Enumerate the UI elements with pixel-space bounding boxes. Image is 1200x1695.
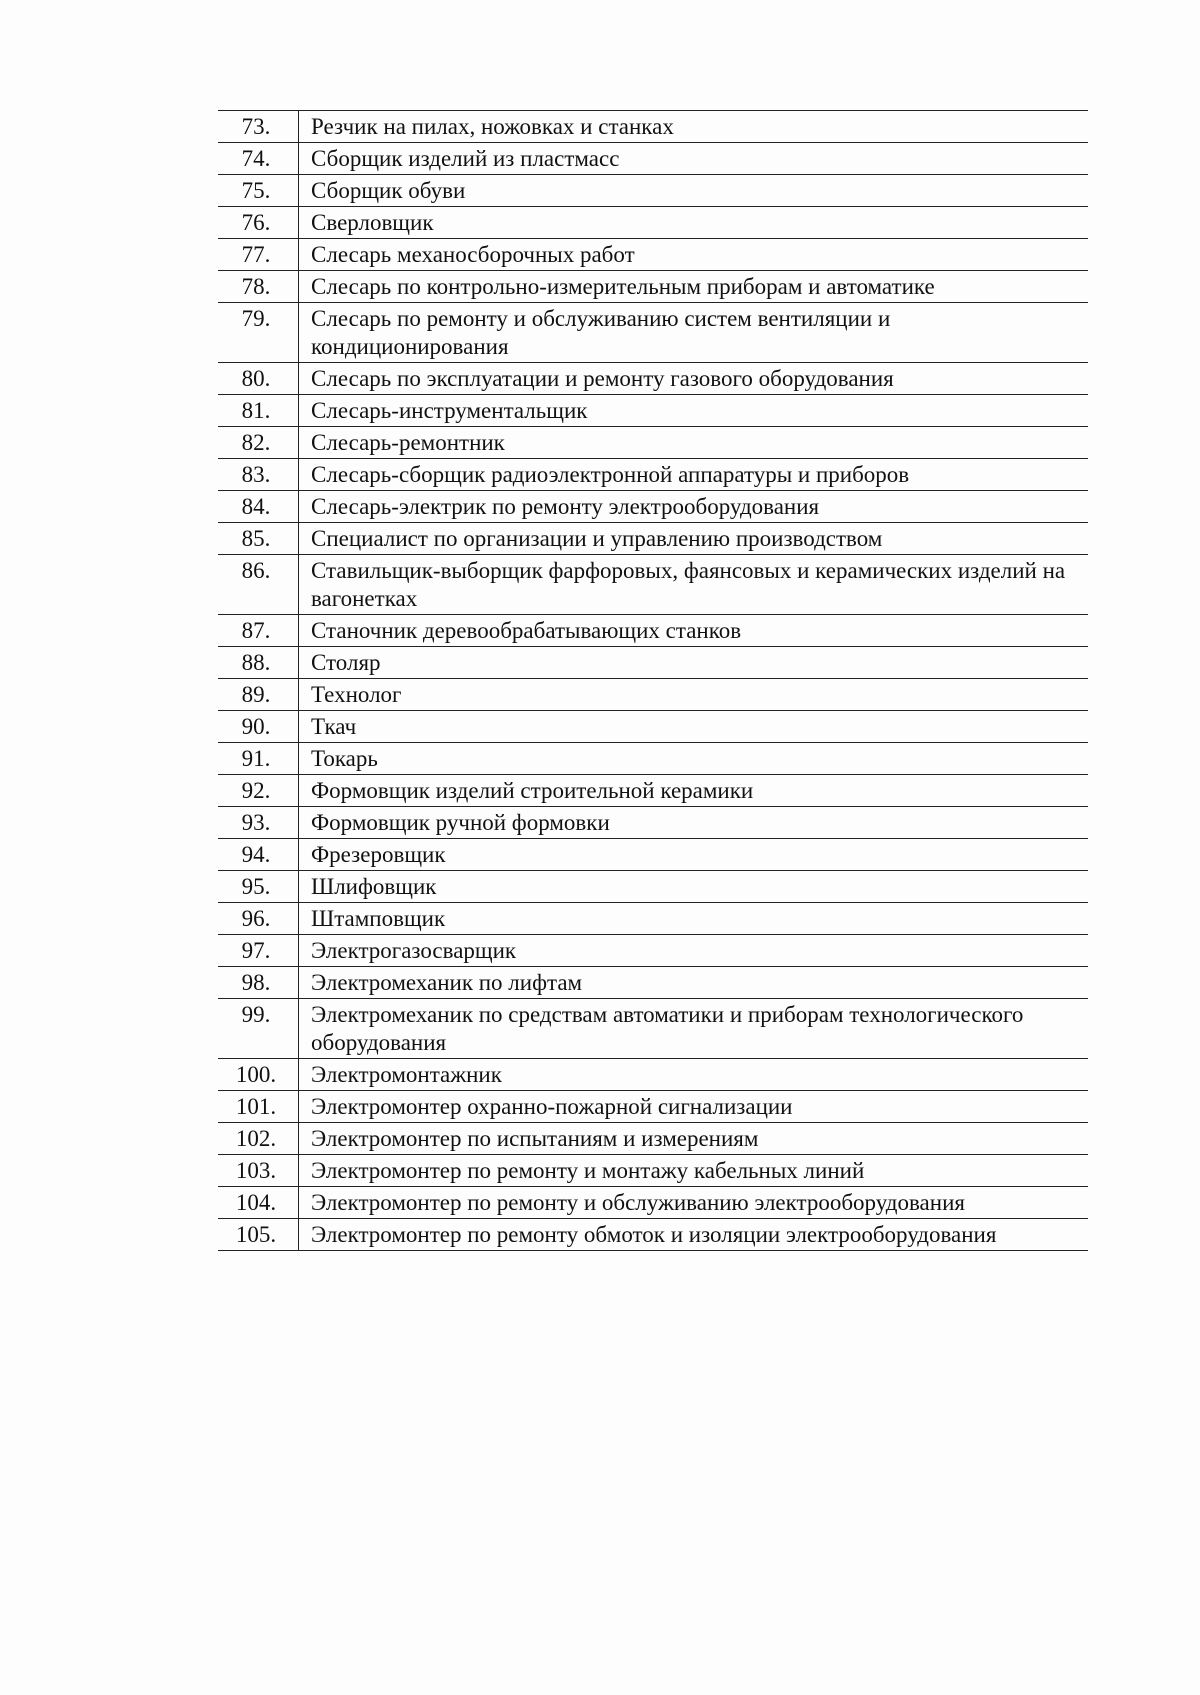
row-number: 99. (218, 999, 299, 1059)
table-row (218, 1123, 1088, 1155)
profession-name: Станочник деревообрабатывающих станков (299, 615, 1089, 647)
row-number: 101. (218, 1091, 299, 1123)
profession-name: Специалист по организации и управлению производством (299, 523, 1089, 555)
profession-name: Сборщик изделий из пластмасс (299, 143, 1089, 175)
table-row (218, 935, 1088, 967)
profession-name: Фрезеровщик (299, 839, 1089, 871)
profession-name: Технолог (299, 679, 1089, 711)
profession-name: Слесарь по ремонту и обслуживанию систем вентиляции и кондиционирования (299, 303, 1089, 363)
row-number: 76. (218, 207, 299, 239)
table-row (218, 207, 1088, 239)
table-row (218, 775, 1088, 807)
table-row (218, 807, 1088, 839)
table-row (218, 903, 1088, 935)
row-number: 97. (218, 935, 299, 967)
row-number: 86. (218, 555, 299, 615)
table-row (218, 1091, 1088, 1123)
row-number: 91. (218, 743, 299, 775)
table-row (218, 523, 1088, 555)
profession-name: Электромеханик по средствам автоматики и приборам технологического оборудования (299, 999, 1089, 1059)
profession-name: Электромонтер охранно-пожарной сигнализации (299, 1091, 1089, 1123)
row-number: 82. (218, 427, 299, 459)
table-row (218, 839, 1088, 871)
table-row (218, 363, 1088, 395)
table-row (218, 111, 1088, 143)
table-row (218, 555, 1088, 615)
row-number: 102. (218, 1123, 299, 1155)
row-number: 93. (218, 807, 299, 839)
table-row (218, 615, 1088, 647)
profession-name: Электромеханик по лифтам (299, 967, 1089, 999)
table-row (218, 175, 1088, 207)
profession-name: Электрогазосварщик (299, 935, 1089, 967)
row-number: 75. (218, 175, 299, 207)
table-row (218, 1059, 1088, 1091)
table-row (218, 679, 1088, 711)
profession-name: Слесарь по эксплуатации и ремонту газового оборудования (299, 363, 1089, 395)
profession-name: Формовщик ручной формовки (299, 807, 1089, 839)
table-row (218, 647, 1088, 679)
profession-name: Ткач (299, 711, 1089, 743)
row-number: 85. (218, 523, 299, 555)
row-number: 77. (218, 239, 299, 271)
profession-name: Сверловщик (299, 207, 1089, 239)
profession-name: Слесарь-ремонтник (299, 427, 1089, 459)
table-row (218, 743, 1088, 775)
table-row (218, 395, 1088, 427)
profession-name: Слесарь-инструментальщик (299, 395, 1089, 427)
row-number: 81. (218, 395, 299, 427)
table-row (218, 967, 1088, 999)
row-number: 88. (218, 647, 299, 679)
table-row (218, 1219, 1088, 1251)
profession-name: Столяр (299, 647, 1089, 679)
table-row (218, 239, 1088, 271)
table-row (218, 271, 1088, 303)
profession-name: Штамповщик (299, 903, 1089, 935)
row-number: 94. (218, 839, 299, 871)
row-number: 89. (218, 679, 299, 711)
professions-table (218, 110, 1088, 1251)
profession-name: Ставильщик-выборщик фарфоровых, фаянсовых и керамических изделий на вагонетках (299, 555, 1089, 615)
row-number: 78. (218, 271, 299, 303)
row-number: 96. (218, 903, 299, 935)
profession-name: Слесарь по контрольно-измерительным приборам и автоматике (299, 271, 1089, 303)
table-row (218, 1155, 1088, 1187)
row-number: 87. (218, 615, 299, 647)
row-number: 84. (218, 491, 299, 523)
profession-name: Электромонтер по ремонту и обслуживанию электрооборудования (299, 1187, 1089, 1219)
row-number: 90. (218, 711, 299, 743)
table-row (218, 303, 1088, 363)
table-row (218, 491, 1088, 523)
profession-name: Формовщик изделий строительной керамики (299, 775, 1089, 807)
profession-name: Слесарь механосборочных работ (299, 239, 1089, 271)
table-row (218, 871, 1088, 903)
table-row (218, 459, 1088, 491)
profession-name: Резчик на пилах, ножовках и станках (299, 111, 1089, 143)
row-number: 100. (218, 1059, 299, 1091)
profession-name: Электромонтер по испытаниям и измерениям (299, 1123, 1089, 1155)
row-number: 103. (218, 1155, 299, 1187)
row-number: 92. (218, 775, 299, 807)
profession-name: Электромонтажник (299, 1059, 1089, 1091)
profession-name: Шлифовщик (299, 871, 1089, 903)
table-row (218, 999, 1088, 1059)
professions-table-body (218, 111, 1088, 1251)
row-number: 98. (218, 967, 299, 999)
table-row (218, 1187, 1088, 1219)
profession-name: Электромонтер по ремонту и монтажу кабельных линий (299, 1155, 1089, 1187)
row-number: 79. (218, 303, 299, 363)
row-number: 80. (218, 363, 299, 395)
profession-name: Электромонтер по ремонту обмоток и изоляции электрооборудования (299, 1219, 1089, 1251)
row-number: 83. (218, 459, 299, 491)
profession-name: Слесарь-сборщик радиоэлектронной аппаратуры и приборов (299, 459, 1089, 491)
profession-name: Сборщик обуви (299, 175, 1089, 207)
row-number: 105. (218, 1219, 299, 1251)
row-number: 104. (218, 1187, 299, 1219)
profession-name: Слесарь-электрик по ремонту электрооборудования (299, 491, 1089, 523)
row-number: 74. (218, 143, 299, 175)
row-number: 95. (218, 871, 299, 903)
row-number: 73. (218, 111, 299, 143)
table-row (218, 711, 1088, 743)
table-row (218, 143, 1088, 175)
profession-name: Токарь (299, 743, 1089, 775)
table-row (218, 427, 1088, 459)
